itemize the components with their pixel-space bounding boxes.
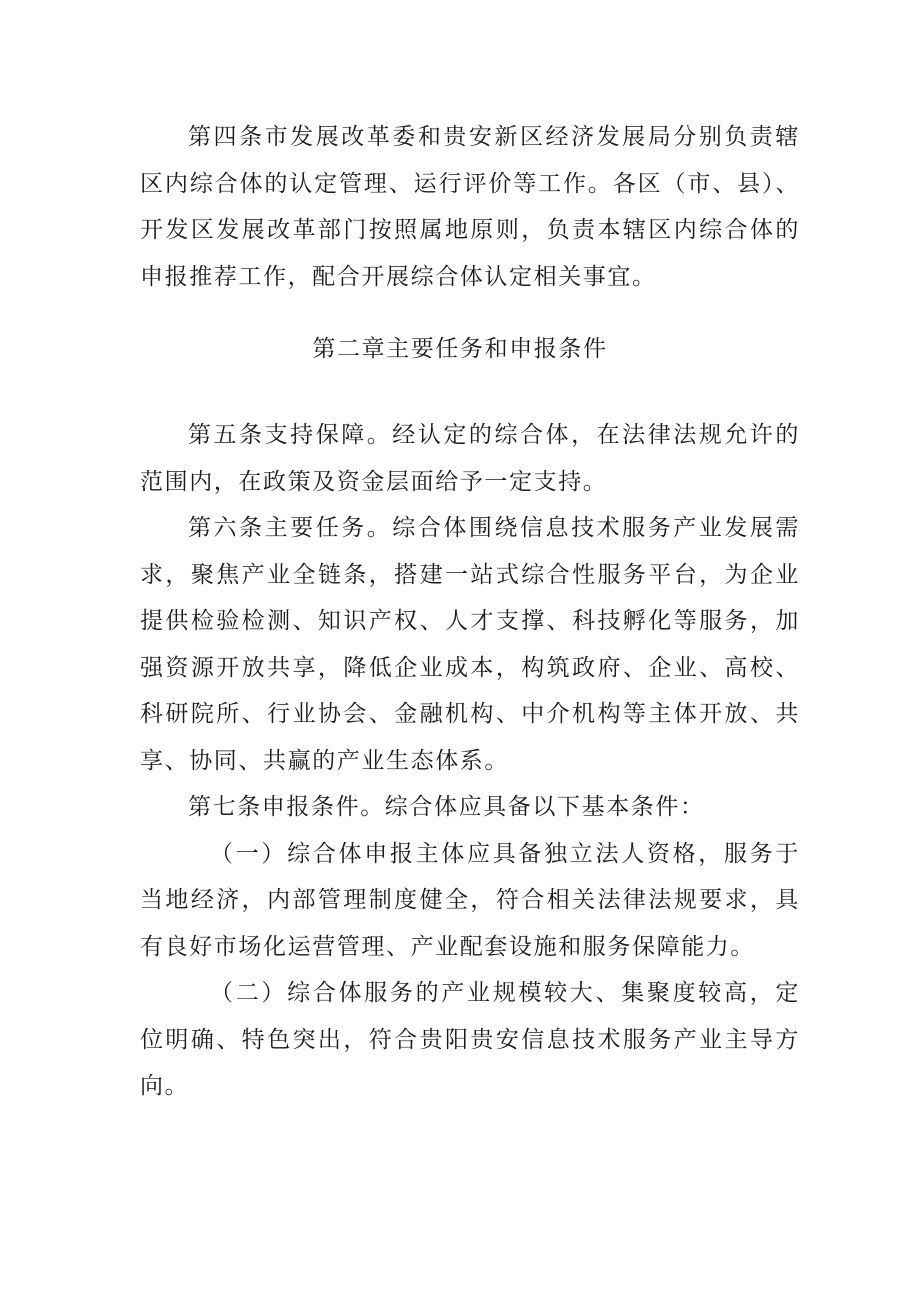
chapter-2-heading: 第二章主要任务和申报条件 (312, 336, 608, 362)
section-article-4 (140, 114, 800, 300)
condition-1-paragraph: （一）综合体申报主体应具备独立法人资格，服务于当地经济，内部管理制度健全，符合相关法律法规要求，具有良好市场化运营管理、产业配套设施和服务保障能力。 (140, 840, 800, 960)
condition-2-paragraph: （二）综合体服务的产业规模较大、集聚度较高，定位明确、特色突出，符合贵阳贵安信息技术服务产业主导方向。 (140, 980, 800, 1099)
article-5-paragraph: 第五条支持保障。经认定的综合体，在法律法规允许的范围内，在政策及资金层面给予一定支持。 (140, 422, 800, 495)
article-4-paragraph: 第四条市发展改革委和贵安新区经济发展局分别负责辖区内综合体的认定管理、运行评价等工作。各区（市、县）、开发区发展改革部门按照属地原则，负责本辖区内综合体的申报推荐工作，配合开展综合体认定相关事宜。 (140, 124, 800, 290)
section-articles-5-7 (140, 412, 800, 1110)
article-6-paragraph: 第六条主要任务。综合体围绕信息技术服务产业发展需求，聚焦产业全链条，搭建一站式综合性服务平台，为企业提供检验检测、知识产权、人才支撑、科技孵化等服务，加强资源开放共享，降低企业成本，构筑政府、企业、高校、科研院所、行业协会、金融机构、中介机构等主体开放、共享、协同、共赢的产业生态体系。 (140, 515, 800, 774)
article-7-paragraph: 第七条申报条件。综合体应具备以下基本条件： (188, 794, 705, 820)
